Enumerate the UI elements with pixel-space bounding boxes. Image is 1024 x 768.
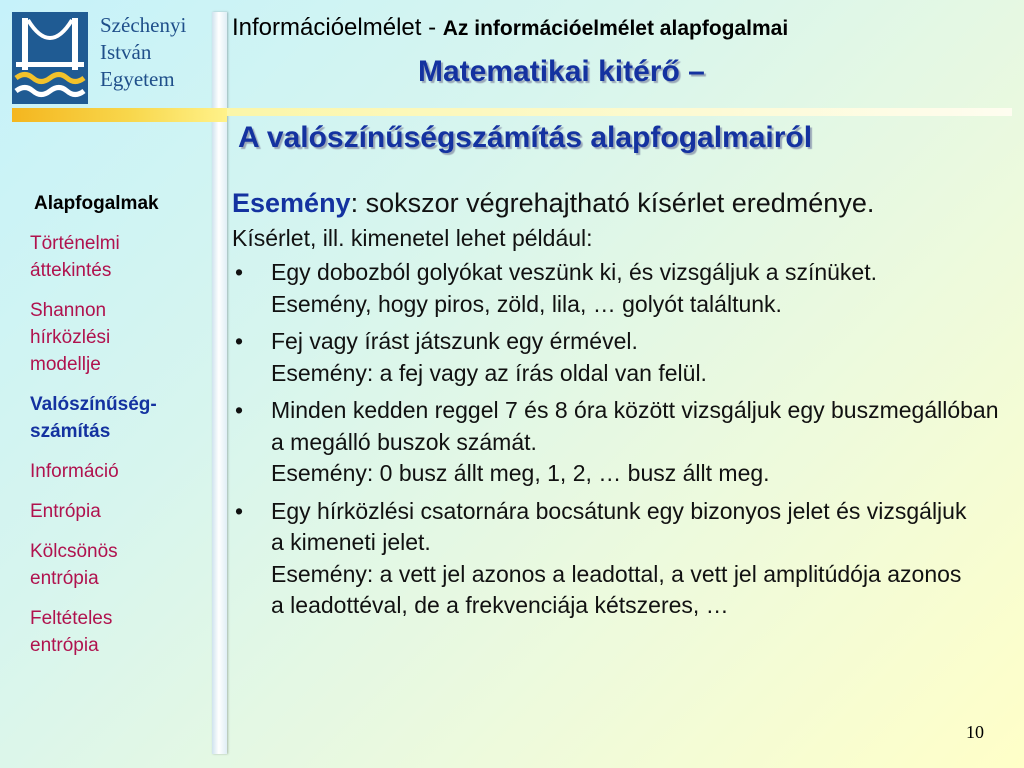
bullet-icon: • xyxy=(235,259,244,285)
slide-title-line-2: A valószínűségszámítás alapfogalmairól xyxy=(238,121,813,154)
sidebar-heading: Alapfogalmak xyxy=(34,193,159,214)
sidebar-item-tortenelmi-attekintes[interactable]: Történelmi áttekintés xyxy=(30,233,120,281)
university-name xyxy=(100,12,212,93)
bullet-icon: • xyxy=(235,397,244,423)
horizontal-divider xyxy=(12,108,227,122)
definition-term: Esemény xyxy=(232,188,351,218)
page-number: 10 xyxy=(966,722,984,742)
bullet-icon: • xyxy=(235,328,244,354)
university-name-line: István xyxy=(100,40,152,64)
horizontal-divider-extension xyxy=(227,108,1012,116)
sidebar-item-kolcsonos-entropia[interactable]: Kölcsönös entrópia xyxy=(30,541,118,589)
list-item-event: Esemény: 0 busz állt meg, 1, 2, … busz állt meg. xyxy=(271,460,770,486)
vertical-divider xyxy=(212,12,227,754)
sidebar-item-felteteles-entropia[interactable]: Feltételes entrópia xyxy=(30,608,113,656)
bridge-logo-icon xyxy=(12,12,88,104)
definition-text: : sokszor végrehajtható kísérlet eredménye. xyxy=(350,188,875,218)
examples-list xyxy=(232,257,1002,622)
list-item xyxy=(232,326,1002,389)
list-item xyxy=(232,257,991,320)
course-header xyxy=(232,14,788,42)
bullet-icon: • xyxy=(235,497,244,524)
list-item-text: Egy dobozból golyókat veszünk ki, és vizsgáljuk a színüket. xyxy=(271,259,877,285)
university-name-line: Széchenyi xyxy=(100,13,187,37)
sidebar-item-valoszinusegszamitas[interactable]: Valószínűség-számítás xyxy=(30,394,157,442)
university-name-line: Egyetem xyxy=(100,67,175,91)
list-item-event: Esemény: a fej vagy az írás oldal van felül. xyxy=(271,359,707,386)
examples-intro: Kísérlet, ill. kimenetel lehet például: xyxy=(232,225,593,251)
list-item-text: Fej vagy írást játszunk egy érmével. xyxy=(271,328,638,354)
topic-name: Az információelmélet alapfogalmai xyxy=(442,17,789,40)
slide-content xyxy=(232,187,1002,628)
list-item-text: Minden kedden reggel 7 és 8 óra között vizsgáljuk egy buszmegállóban a megálló buszok számát. xyxy=(271,397,999,455)
sidebar-item-shannon-modell[interactable]: Shannon hírközlési modellje xyxy=(30,300,111,375)
list-item-event: Esemény: a vett jel azonos a leadottal, a vett jel amplitúdója azonos a leadottéval, de a frekvenciája kétszeres, … xyxy=(271,560,962,618)
list-item xyxy=(232,395,1001,490)
list-item-text: Egy hírközlési csatornára bocsátunk egy bizonyos jelet és vizsgáljuk a kimeneti jelet. xyxy=(271,497,967,555)
sidebar-item-informacio[interactable]: Információ xyxy=(30,461,119,482)
sidebar-item-entropia[interactable]: Entrópia xyxy=(30,501,101,522)
definition xyxy=(232,187,1002,219)
list-item-event: Esemény, hogy piros, zöld, lila, … golyót találtunk. xyxy=(271,290,782,317)
sidebar-nav xyxy=(24,190,204,672)
list-item xyxy=(232,496,971,622)
university-logo xyxy=(12,12,88,104)
slide-title-line-1: Matematikai kitérő – xyxy=(418,55,705,88)
course-name: Információelmélet - xyxy=(232,14,443,41)
